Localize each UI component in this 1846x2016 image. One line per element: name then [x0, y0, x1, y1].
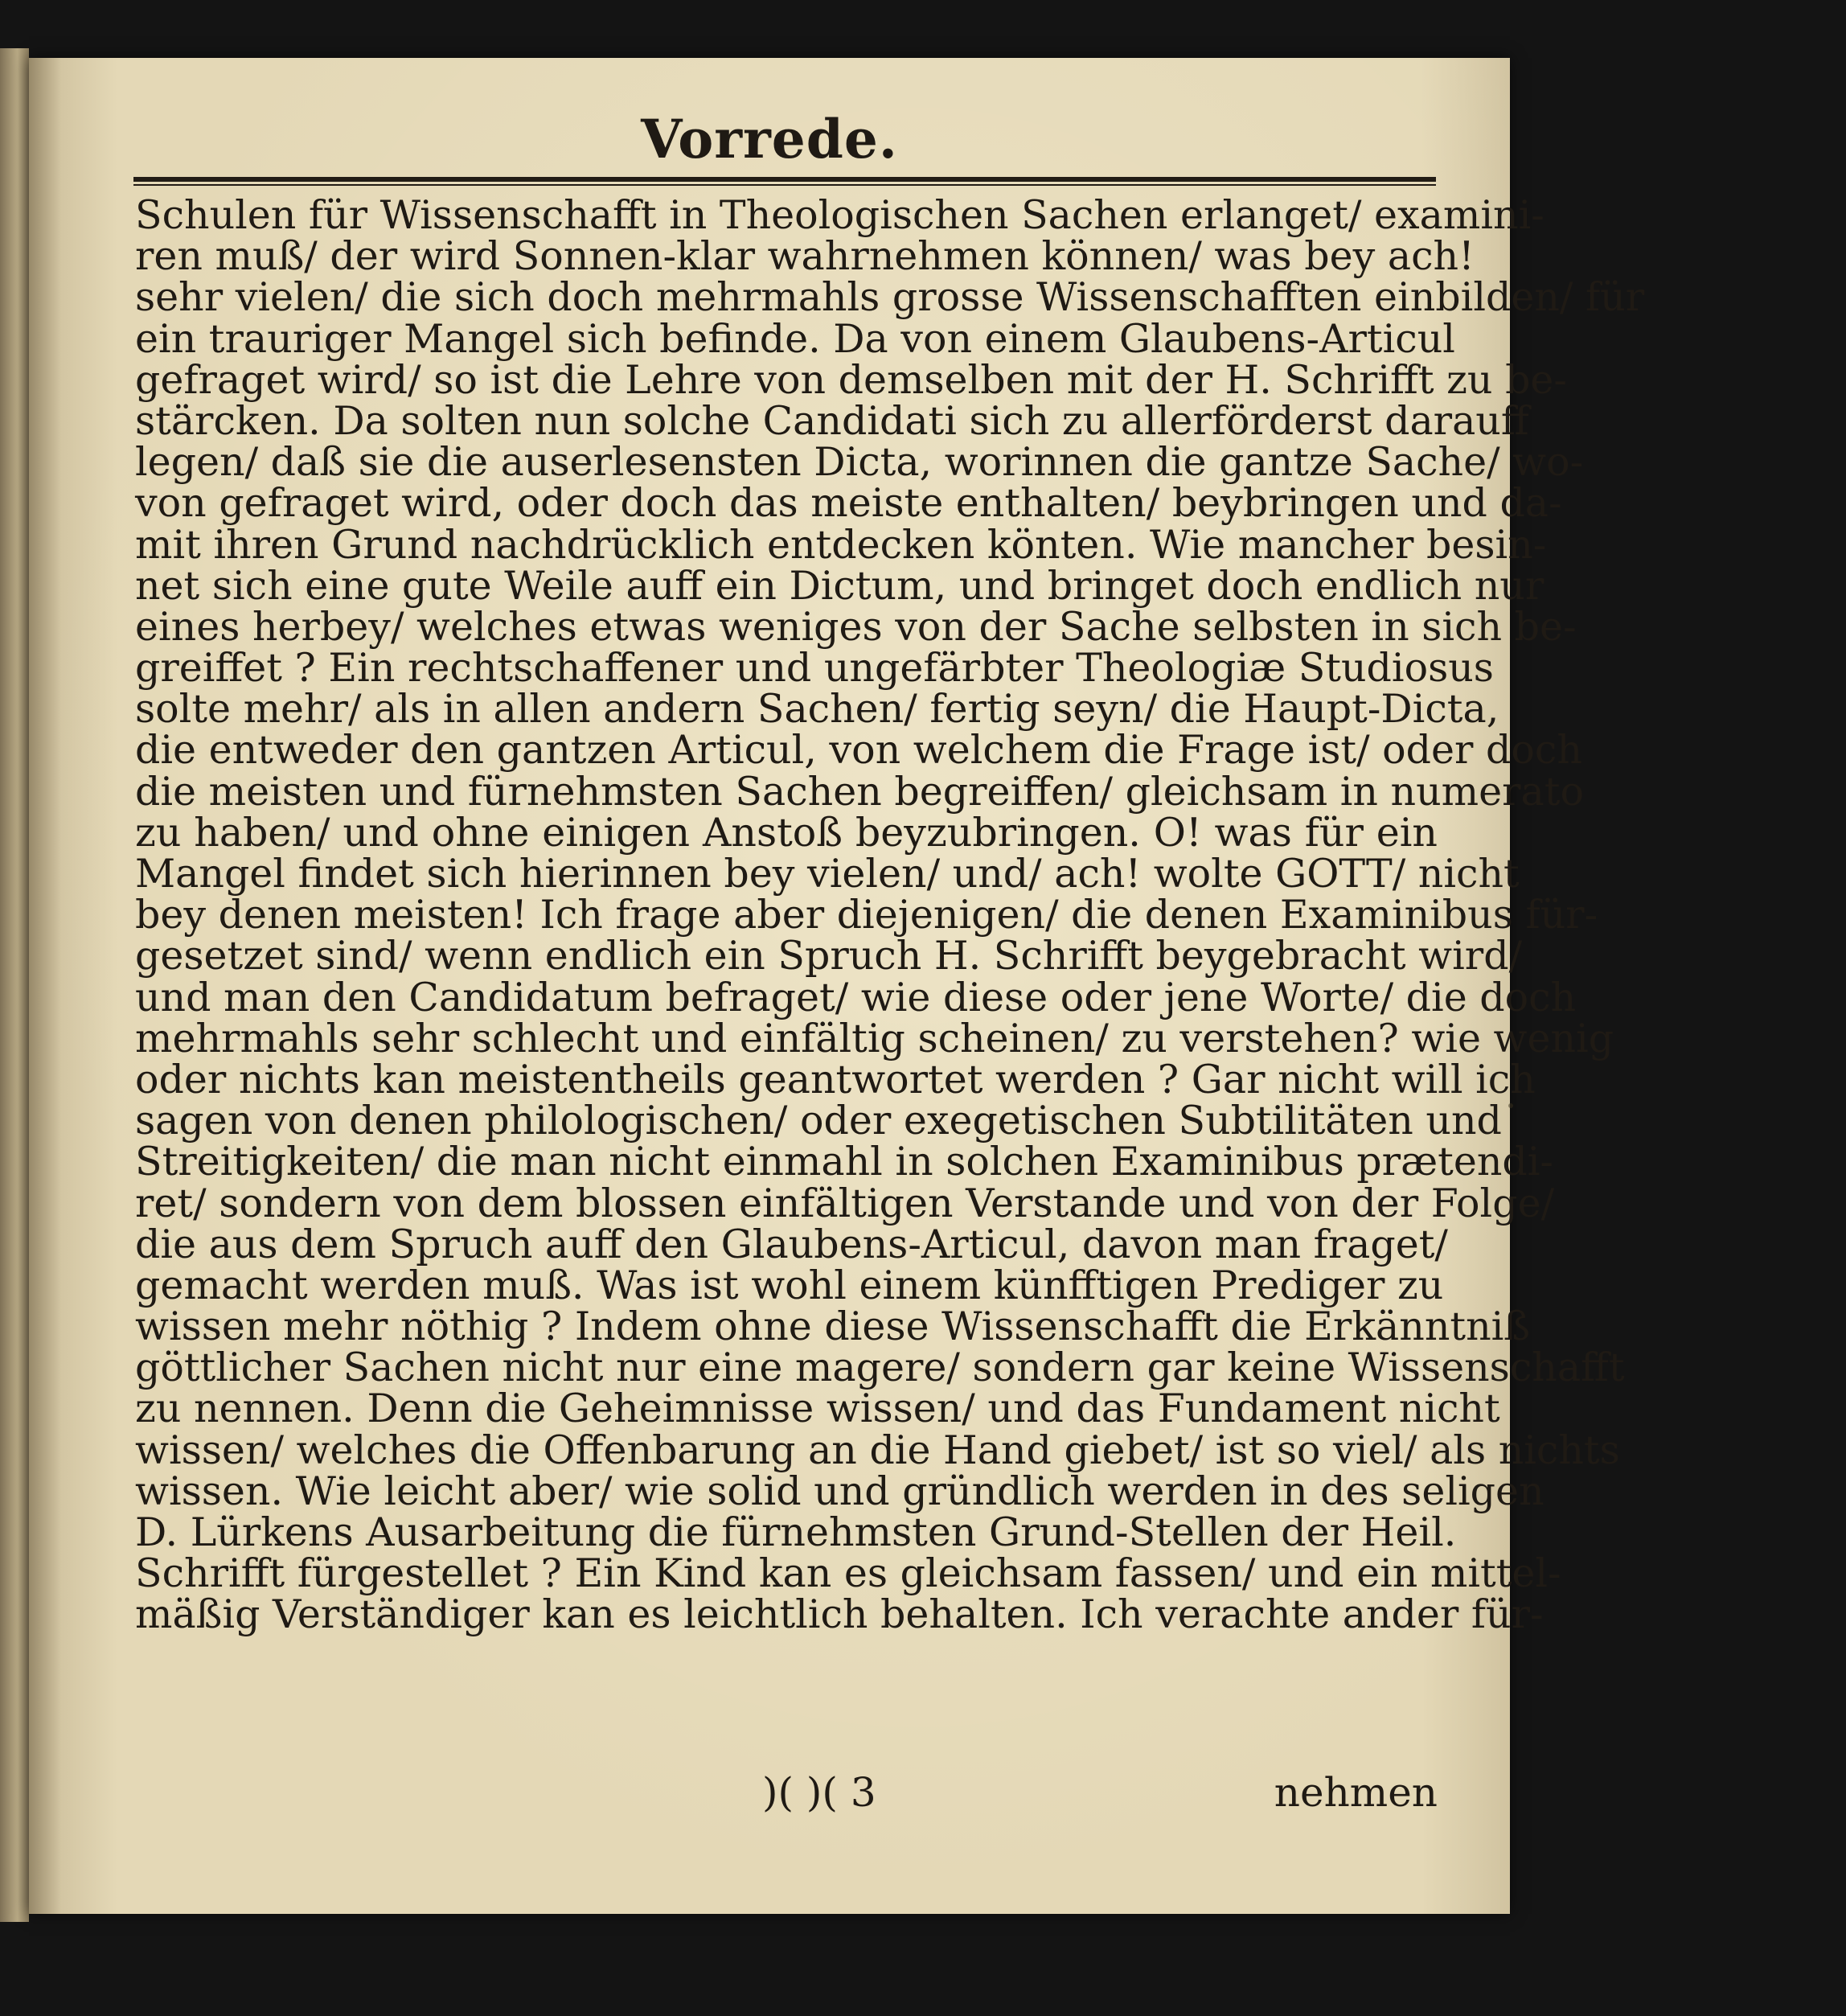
text-line: wissen/ welches die Offenbarung an die Hand giebet/ ist so viel/ als nichts — [135, 1427, 1620, 1473]
text-line: gemacht werden muß. Was ist wohl einem künfftigen Prediger zu — [135, 1262, 1444, 1308]
text-line: greiffet ? Ein rechtschaffener und ungefärbter Theologiæ Studiosus — [135, 645, 1494, 692]
text-line: die aus dem Spruch auff den Glaubens-Articul, davon man fraget/ — [135, 1221, 1448, 1267]
text-line: eines herbey/ welches etwas weniges von der Sache selbsten in sich be- — [135, 603, 1577, 650]
text-line: die meisten und fürnehmsten Sachen begreiffen/ gleichsam in numerato — [135, 768, 1584, 815]
text-line: und man den Candidatum befraget/ wie diese oder jene Worte/ die doch — [135, 974, 1577, 1020]
text-line: Schrifft fürgestellet ? Ein Kind kan es gleichsam fassen/ und ein mittel- — [135, 1550, 1561, 1597]
text-line: sehr vielen/ die sich doch mehrmahls grosse Wissenschafften einbilden/ für — [135, 274, 1645, 321]
paper-blemish — [1508, 1103, 1513, 1108]
text-line: wissen mehr nöthig ? Indem ohne diese Wissenschafft die Erkänntniß — [135, 1304, 1531, 1350]
text-line: Schulen für Wissenschafft in Theologischen Sachen erlanget/ examini- — [135, 192, 1544, 238]
text-line: oder nichts kan meistentheils geantwortet werden ? Gar nicht will ich — [135, 1056, 1536, 1102]
text-line: göttlicher Sachen nicht nur eine magere/ sondern gar keine Wissenschafft — [135, 1345, 1625, 1391]
text-line: mit ihren Grund nachdrücklich entdecken könten. Wie mancher besin- — [135, 521, 1547, 568]
catchword: nehmen — [1274, 1769, 1438, 1816]
text-line: mäßig Verständiger kan es leichtlich behalten. Ich verachte ander für- — [135, 1591, 1544, 1638]
text-line: net sich eine gute Weile auff ein Dictum, und bringet doch endlich nur — [135, 562, 1544, 609]
header-rule — [133, 177, 1436, 186]
gutter-shadow — [29, 58, 61, 1914]
text-line: D. Lürkens Ausarbeitung die fürnehmsten Grund-Stellen der Heil. — [135, 1509, 1457, 1555]
text-line: solte mehr/ als in allen andern Sachen/ fertig seyn/ die Haupt-Dicta, — [135, 686, 1499, 733]
text-line: ren muß/ der wird Sonnen-klar wahrnehmen können/ was bey ach! — [135, 233, 1475, 280]
text-line: sagen von denen philologischen/ oder exegetischen Subtilitäten und — [135, 1098, 1502, 1144]
text-line: gefraget wird/ so ist die Lehre von demselben mit der H. Schrifft zu be- — [135, 356, 1567, 403]
body-text — [135, 192, 1645, 1638]
signature-mark: )( )( 3 — [762, 1769, 876, 1816]
page-footer — [135, 1769, 1438, 1817]
book-page — [29, 58, 1645, 1914]
text-line: zu haben/ und ohne einigen Anstoß beyzubringen. O! was für ein — [135, 809, 1438, 856]
text-line: bey denen meisten! Ich frage aber diejenigen/ die denen Examinibus für- — [135, 892, 1598, 938]
text-line: gesetzet sind/ wenn endlich ein Spruch H. Schrifft beygebracht wird/ — [135, 933, 1523, 979]
text-line: die entweder den gantzen Articul, von welchem die Frage ist/ oder doch — [135, 727, 1582, 774]
text-line: legen/ daß sie die auserlesensten Dicta, worinnen die gantze Sache/ wo- — [135, 439, 1584, 486]
text-line: ein trauriger Mangel sich befinde. Da von einem Glaubens-Articul — [135, 315, 1455, 362]
text-line: ret/ sondern von dem blossen einfältigen Verstande und von der Folge/ — [135, 1180, 1555, 1226]
text-line: zu nennen. Denn die Geheimnisse wissen/ und das Fundament nicht — [135, 1386, 1500, 1432]
previous-page-edge — [0, 48, 29, 1922]
text-line: stärcken. Da solten nun solche Candidati sich zu allerförderst darauff — [135, 397, 1529, 444]
text-line: Streitigkeiten/ die man nicht einmahl in solchen Examinibus prætendi- — [135, 1139, 1553, 1185]
running-head: Vorrede. — [641, 108, 898, 170]
text-line: mehrmahls sehr schlecht und einfältig scheinen/ zu verstehen? wie wenig — [135, 1015, 1614, 1061]
text-line: wissen. Wie leicht aber/ wie solid und gründlich werden in des seligen — [135, 1468, 1544, 1514]
text-line: Mangel findet sich hierinnen bey vielen/ und/ ach! wolte GOTT/ nicht — [135, 851, 1520, 897]
text-line: von gefraget wird, oder doch das meiste enthalten/ beybringen und da- — [135, 480, 1562, 527]
